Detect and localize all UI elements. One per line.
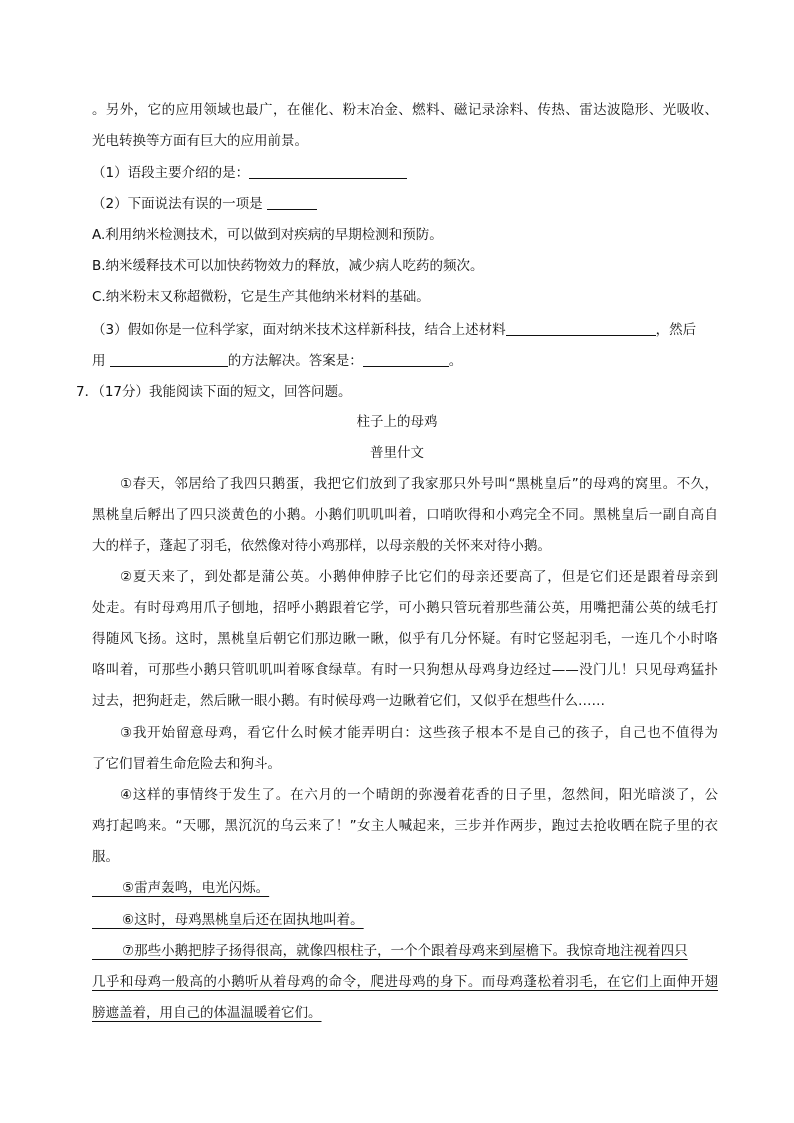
paragraph-5-text: ⑤雷声轰鸣，电光闪烁。 xyxy=(122,880,270,896)
q6-sub3-text-e: 。 xyxy=(448,353,463,369)
q7-header: 7．（17分）我能阅读下面的短文，回答问题。 xyxy=(76,384,352,400)
answer-blank-2[interactable] xyxy=(267,195,317,210)
paragraph-6-text: ⑥这时，母鸡黑桃皇后还在固执地叫着。 xyxy=(122,912,364,928)
intro-line-1: 。另外，它的应用领域也最广，在催化、粉末冶金、燃料、磁记录涂料、传热、雷达波隐形、光吸收、 xyxy=(92,102,718,118)
paragraph-2-line-1: ②夏天来了，到处都是蒲公英。小鹅伸伸脖子比它们的母亲还要高了，但是它们还是跟着母亲到 xyxy=(120,569,718,585)
paragraph-2-line-3: 得随风飞扬。这时，黑桃皇后朝它们那边瞅一瞅，似乎有几分怀疑。有时它竖起羽毛，一连几个小时咯 xyxy=(92,631,718,647)
paragraph-3-line-1: ③我开始留意母鸡，看它什么时候才能弄明白：这些孩子根本不是自己的孩子，自己也不值得为 xyxy=(120,725,718,741)
paragraph-2-line-4: 咯叫着，可那些小鹅只管叽叽叫着啄食绿草。有时一只狗想从母鸡身边经过——没门儿！只见母鸡猛扑 xyxy=(92,662,718,678)
passage-author: 普里什文 xyxy=(370,445,424,461)
paragraph-4-line-3: 服。 xyxy=(92,849,119,865)
paragraph-5 xyxy=(92,878,269,898)
paragraph-7-line-2 xyxy=(92,972,718,992)
paragraph-7-text-3: 膀遮盖着，用自己的体温温暖着它们。 xyxy=(92,1005,322,1021)
q6-sub3-text-c: 用 xyxy=(92,353,106,369)
answer-blank-1[interactable] xyxy=(249,164,407,179)
q6-sub2-text: （2）下面说法有误的一项是 xyxy=(92,196,263,212)
paragraph-1-line-3: 大的样子，蓬起了羽毛，依然像对待小鸡那样，以母亲般的关怀来对待小鹅。 xyxy=(92,538,551,554)
paragraph-3-line-2: 了它们冒着生命危险去和狗斗。 xyxy=(92,756,281,772)
q6-sub3-text-b: ，然后 xyxy=(655,322,697,338)
paragraph-6 xyxy=(92,910,364,930)
answer-blank-4[interactable] xyxy=(110,352,228,367)
answer-blank-5[interactable] xyxy=(363,352,449,367)
paragraph-7-text-2: 几乎和母鸡一般高的小鹅听从着母鸡的命令，爬进母鸡的身下。而母鸡蓬松着羽毛，在它们上面伸开翅 xyxy=(92,974,718,990)
paragraph-7-line-1 xyxy=(92,941,718,961)
paragraph-7-text-1: ⑦那些小鹅把脖子扬得很高，就像四根柱子，一个个跟着母鸡来到屋檐下。我惊奇地注视着四只 xyxy=(122,943,688,959)
paragraph-1-line-2: 黑桃皇后孵出了四只淡黄色的小鹅。小鹅们叽叽叫着，口哨吹得和小鸡完全不同。黑桃皇后一副自高自 xyxy=(92,507,718,523)
answer-blank-3[interactable] xyxy=(506,321,656,336)
q6-option-a: A.利用纳米检测技术，可以做到对疾病的早期检测和预防。 xyxy=(92,227,443,243)
paragraph-7-line-3 xyxy=(92,1003,322,1023)
q6-sub3-line1 xyxy=(92,320,696,340)
q6-sub3-text-a: （3）假如你是一位科学家，面对纳米技术这样新科技，结合上述材料 xyxy=(92,322,506,338)
passage-title: 柱子上的母鸡 xyxy=(356,414,438,430)
q6-sub1-text: （1）语段主要介绍的是： xyxy=(92,165,250,181)
q6-sub3-text-d: 的方法解决。答案是： xyxy=(227,353,363,369)
intro-line-2: 光电转换等方面有巨大的应用前景。 xyxy=(92,133,308,149)
paragraph-4-line-1: ④这样的事情终于发生了。在六月的一个晴朗的弥漫着花香的日子里，忽然间，阳光暗淡了，公 xyxy=(120,787,718,803)
q6-sub1 xyxy=(92,163,407,183)
paragraph-2-line-2: 处走。有时母鸡用爪子刨地，招呼小鹅跟着它学，可小鹅只管玩着那些蒲公英，用嘴把蒲公英的绒毛打 xyxy=(92,600,718,616)
q6-sub3-line2 xyxy=(92,351,462,371)
paragraph-4-line-2: 鸡打起鸣来。“天哪，黑沉沉的乌云来了！”女主人喊起来，三步并作两步，跑过去抢收晒在院子里的衣 xyxy=(92,818,718,834)
q6-option-b: B.纳米缓释技术可以加快药物效力的释放，减少病人吃药的频次。 xyxy=(92,258,484,274)
paragraph-2-line-5: 过去，把狗赶走，然后瞅一眼小鹅。有时候母鸡一边瞅着它们，又似乎在想些什么…… xyxy=(92,693,605,709)
paragraph-1-line-1: ①春天，邻居给了我四只鹅蛋，我把它们放到了我家那只外号叫“黑桃皇后”的母鸡的窝里。不久， xyxy=(120,476,718,492)
q6-option-c: C.纳米粉末又称超微粉，它是生产其他纳米材料的基础。 xyxy=(92,289,430,305)
q6-sub2 xyxy=(92,194,317,214)
